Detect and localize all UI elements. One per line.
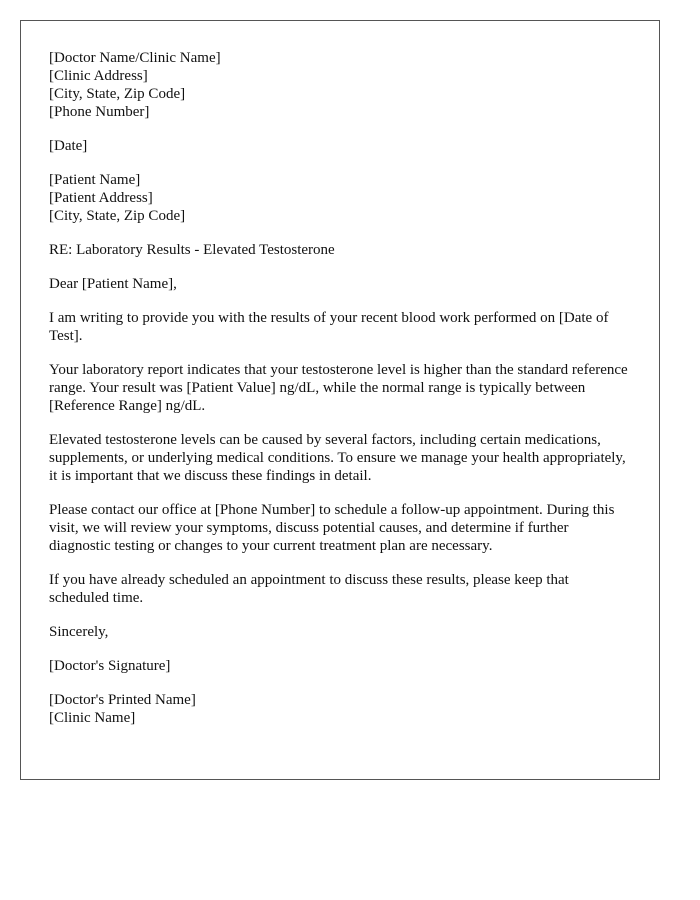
- body-paragraph-2: Your laboratory report indicates that your testosterone level is higher than the standard reference range. Your result was [Patient Value] ng/dL, while the normal range is typically between [Reference Range] ng/dL.: [49, 362, 628, 414]
- letter-date: [Date]: [49, 138, 88, 154]
- sender-address: [Clinic Address]: [49, 68, 148, 84]
- sender-block: [49, 49, 631, 121]
- signature-placeholder: [Doctor's Signature]: [49, 658, 171, 674]
- sender-phone: [Phone Number]: [49, 104, 150, 120]
- sender-city: [City, State, Zip Code]: [49, 86, 186, 102]
- signoff-block: [49, 691, 631, 727]
- recipient-block: [49, 171, 631, 225]
- clinic-name: [Clinic Name]: [49, 710, 136, 726]
- sender-name: [Doctor Name/Clinic Name]: [49, 50, 221, 66]
- date-block: [49, 137, 631, 155]
- recipient-city: [City, State, Zip Code]: [49, 208, 186, 224]
- printed-name: [Doctor's Printed Name]: [49, 692, 196, 708]
- body-paragraph-4: Please contact our office at [Phone Number] to schedule a follow-up appointment. During this visit, we will review your symptoms, discuss potential causes, and determine if further diagnostic testing or changes to your current treatment plan are necessary.: [49, 502, 615, 554]
- recipient-name: [Patient Name]: [49, 172, 141, 188]
- closing: Sincerely,: [49, 624, 109, 640]
- subject-line: RE: Laboratory Results - Elevated Testosterone: [49, 242, 335, 258]
- salutation: Dear [Patient Name],: [49, 276, 177, 292]
- body-paragraph-5: If you have already scheduled an appointment to discuss these results, please keep that scheduled time.: [49, 572, 569, 606]
- body-paragraph-1: I am writing to provide you with the results of your recent blood work performed on [Date of Test].: [49, 310, 609, 344]
- letter-page: [20, 20, 660, 780]
- recipient-address: [Patient Address]: [49, 190, 153, 206]
- body-paragraph-3: Elevated testosterone levels can be caused by several factors, including certain medications, supplements, or underlying medical conditions. To ensure we manage your health appropriately, it is important that we discuss these findings in detail.: [49, 432, 626, 484]
